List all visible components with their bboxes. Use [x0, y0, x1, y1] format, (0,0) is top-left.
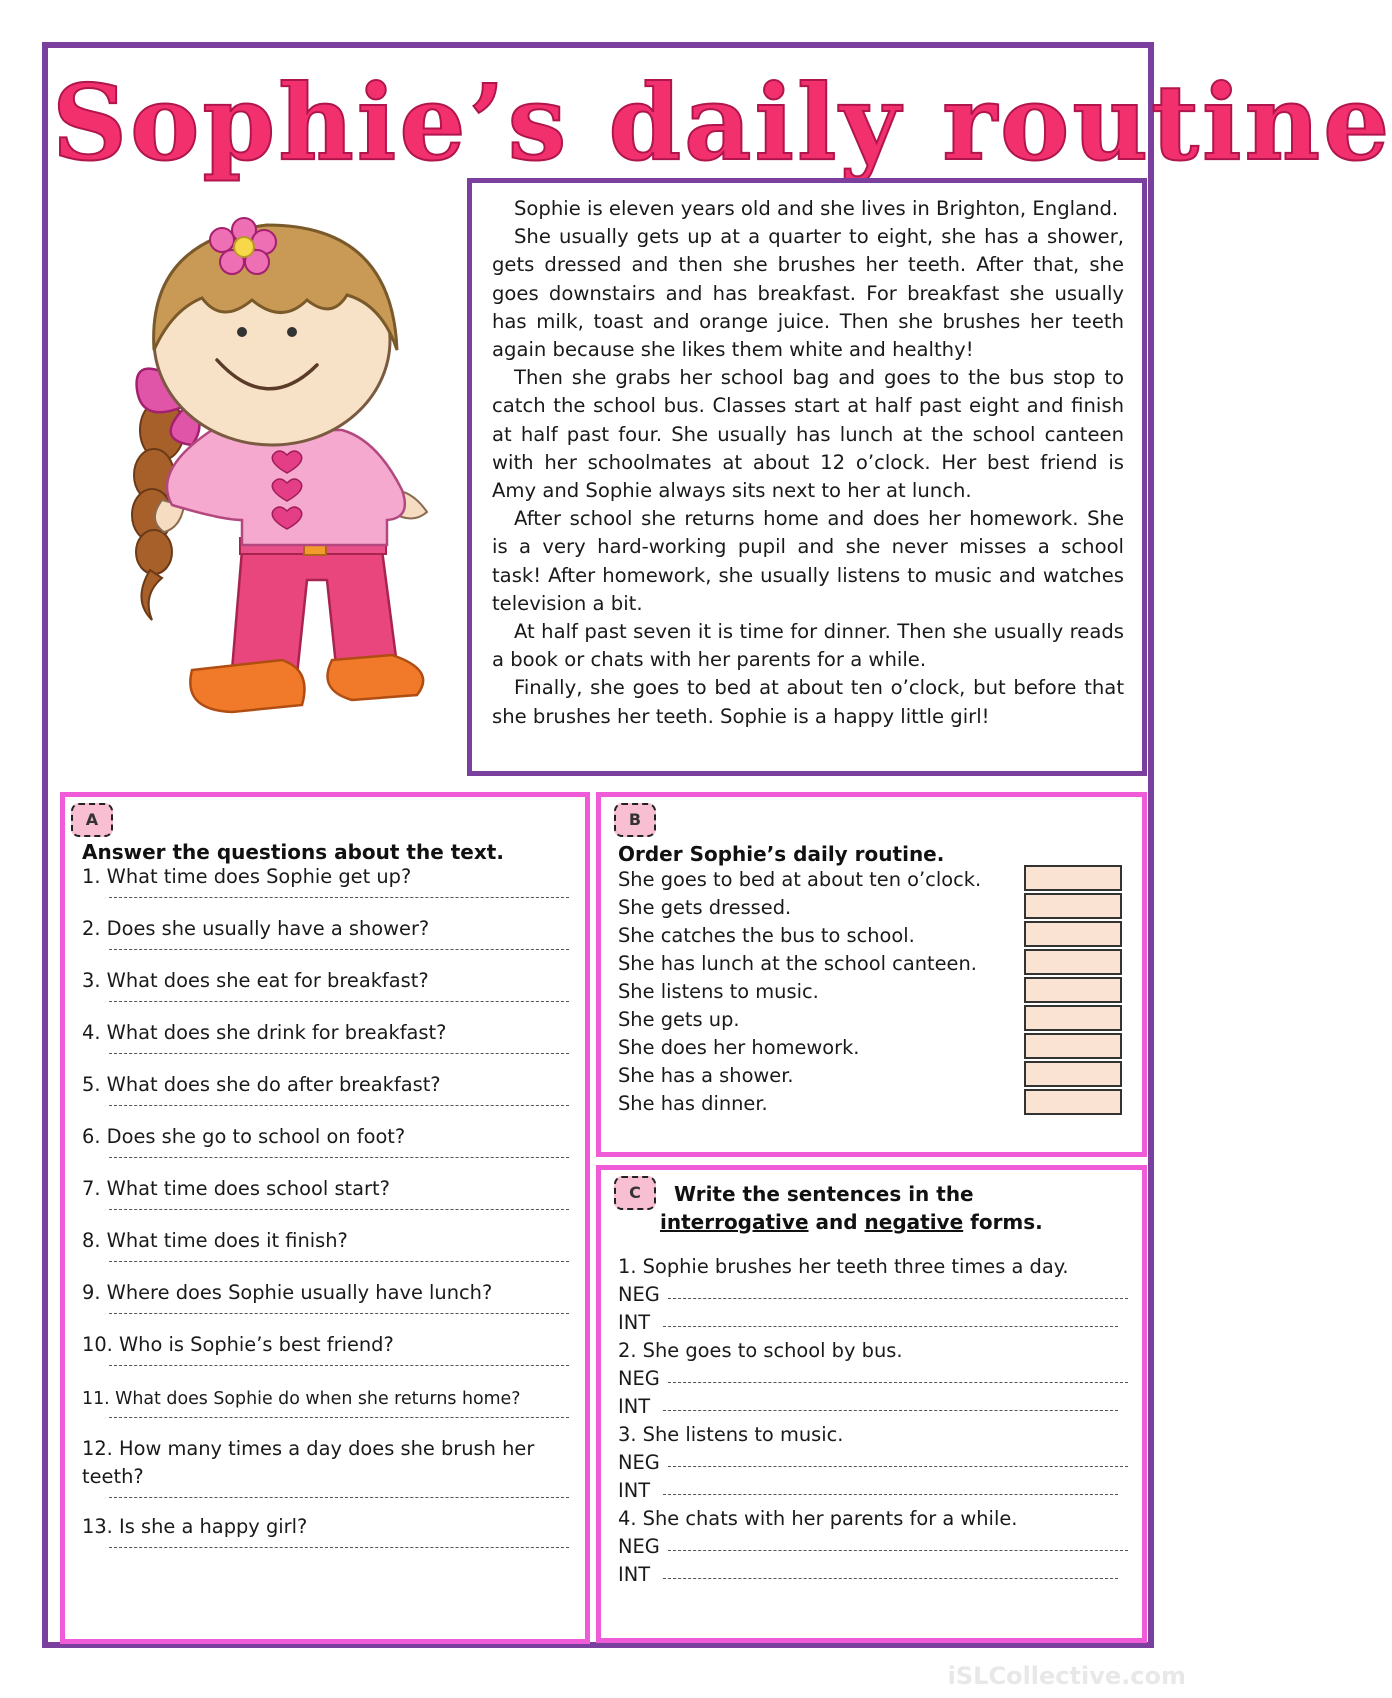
section-a-badge: A: [71, 803, 113, 837]
neg-answer-line[interactable]: [668, 1382, 1128, 1383]
page-title: Sophie’s daily routine: [52, 61, 1392, 184]
answer-line[interactable]: [109, 949, 569, 950]
question-item: 13. Is she a happy girl?: [82, 1515, 308, 1538]
question-item: 6. Does she go to school on foot?: [82, 1125, 406, 1148]
answer-line[interactable]: [109, 1157, 569, 1158]
question-item: 10. Who is Sophie’s best friend?: [82, 1333, 394, 1356]
answer-line[interactable]: [109, 1261, 569, 1262]
story-text-box: [467, 178, 1147, 776]
routine-item: She has lunch at the school canteen.: [618, 952, 977, 975]
answer-line[interactable]: [109, 1105, 569, 1106]
order-number-box[interactable]: [1024, 1061, 1122, 1087]
section-b-badge: B: [614, 803, 656, 837]
order-number-box[interactable]: [1024, 893, 1122, 919]
routine-item: She has dinner.: [618, 1092, 768, 1115]
story-paragraph: At half past seven it is time for dinner. Then she usually reads a book or chats with her parents for a while.: [492, 620, 1124, 672]
watermark: iSLCollective.com: [947, 1662, 1186, 1690]
story-paragraph: Then she grabs her school bag and goes to the bus stop to catch the school bus. Classes start at half past eight and finish at half past four. She usually has lunch at the school canteen with her schoolmates at about 12 o’clock. Her best friend is Amy and Sophie always sits next to her at lunch.: [492, 366, 1124, 503]
neg-label: NEG: [618, 1451, 660, 1474]
neg-answer-line[interactable]: [668, 1550, 1128, 1551]
story-paragraph: Finally, she goes to bed at about ten o’clock, but before that she brushes her teeth. Sophie is a happy little girl!: [492, 676, 1124, 728]
order-number-box[interactable]: [1024, 865, 1122, 891]
answer-line[interactable]: [109, 897, 569, 898]
question-item: 7. What time does school start?: [82, 1177, 390, 1200]
question-item: 5. What does she do after breakfast?: [82, 1073, 441, 1096]
neg-label: NEG: [618, 1535, 660, 1558]
order-number-box[interactable]: [1024, 1033, 1122, 1059]
answer-line[interactable]: [109, 1313, 569, 1314]
question-item: 3. What does she eat for breakfast?: [82, 969, 429, 992]
section-c-badge: C: [614, 1176, 656, 1210]
right-shoe: [328, 655, 424, 700]
routine-item: She catches the bus to school.: [618, 924, 915, 947]
order-number-box[interactable]: [1024, 977, 1122, 1003]
sentence-item: 2. She goes to school by bus.: [618, 1339, 903, 1362]
story-paragraph: Sophie is eleven years old and she lives in Brighton, England.: [514, 197, 1119, 220]
order-number-box[interactable]: [1024, 1089, 1122, 1115]
section-c-title-line2: [660, 1210, 1043, 1234]
left-eye: [237, 327, 247, 337]
int-answer-line[interactable]: [663, 1326, 1118, 1327]
answer-line[interactable]: [109, 1417, 569, 1418]
negative-word: negative: [864, 1210, 964, 1234]
section-c-transform: [596, 1165, 1147, 1643]
int-label: INT: [618, 1311, 651, 1334]
left-shoe: [190, 660, 304, 712]
section-c-title: Write the sentences in the: [674, 1182, 974, 1206]
question-item: 4. What does she drink for breakfast?: [82, 1021, 447, 1044]
neg-label: NEG: [618, 1367, 660, 1390]
int-label: INT: [618, 1395, 651, 1418]
neg-answer-line[interactable]: [668, 1466, 1128, 1467]
answer-line[interactable]: [109, 1001, 569, 1002]
answer-line[interactable]: [109, 1365, 569, 1366]
section-b-title: Order Sophie’s daily routine.: [618, 842, 945, 866]
routine-item: She does her homework.: [618, 1036, 860, 1059]
section-a-title: Answer the questions about the text.: [82, 840, 504, 864]
story-paragraph: After school she returns home and does her homework. She is a very hard-working pupil and she never misses a school task! After homework, she usually listens to music and watches television a bit.: [492, 507, 1124, 615]
routine-item: She goes to bed at about ten o’clock.: [618, 868, 982, 891]
int-answer-line[interactable]: [663, 1578, 1118, 1579]
answer-line[interactable]: [109, 1053, 569, 1054]
question-item: 9. Where does Sophie usually have lunch?: [82, 1281, 493, 1304]
and-word: and: [815, 1210, 858, 1234]
int-label: INT: [618, 1479, 651, 1502]
forms-word: forms.: [970, 1210, 1043, 1234]
sentence-item: 3. She listens to music.: [618, 1423, 844, 1446]
right-eye: [287, 327, 297, 337]
answer-line[interactable]: [109, 1547, 569, 1548]
heart-buttons: [272, 451, 301, 529]
sentence-item: 4. She chats with her parents for a while.: [618, 1507, 1018, 1530]
question-item: 2. Does she usually have a shower?: [82, 917, 430, 940]
question-item: 11. What does Sophie do when she returns home?: [82, 1389, 521, 1409]
section-a-questions: [60, 792, 590, 1644]
int-answer-line[interactable]: [663, 1494, 1118, 1495]
section-b-order: [596, 792, 1147, 1157]
order-number-box[interactable]: [1024, 921, 1122, 947]
routine-item: She gets up.: [618, 1008, 740, 1031]
question-item: 12. How many times a day does she brush her teeth?: [82, 1437, 535, 1488]
neg-label: NEG: [618, 1283, 660, 1306]
int-answer-line[interactable]: [663, 1410, 1118, 1411]
answer-line[interactable]: [109, 1497, 569, 1498]
routine-item: She gets dressed.: [618, 896, 792, 919]
int-label: INT: [618, 1563, 651, 1586]
question-item: 1. What time does Sophie get up?: [82, 865, 412, 888]
question-item: 8. What time does it finish?: [82, 1229, 348, 1252]
story-paragraph: She usually gets up at a quarter to eight, she has a shower, gets dressed and then she brushes her teeth. After that, she goes downstairs and has breakfast. For breakfast she usually has milk, toast and orange juice. Then she brushes her teeth again because she likes them white and healthy!: [492, 225, 1124, 362]
interrogative-word: interrogative: [660, 1210, 809, 1234]
order-number-box[interactable]: [1024, 949, 1122, 975]
sophie-illustration: [92, 200, 452, 760]
neg-answer-line[interactable]: [668, 1298, 1128, 1299]
answer-line[interactable]: [109, 1209, 569, 1210]
sentence-item: 1. Sophie brushes her teeth three times a day.: [618, 1255, 1069, 1278]
order-number-box[interactable]: [1024, 1005, 1122, 1031]
routine-item: She listens to music.: [618, 980, 819, 1003]
routine-item: She has a shower.: [618, 1064, 794, 1087]
